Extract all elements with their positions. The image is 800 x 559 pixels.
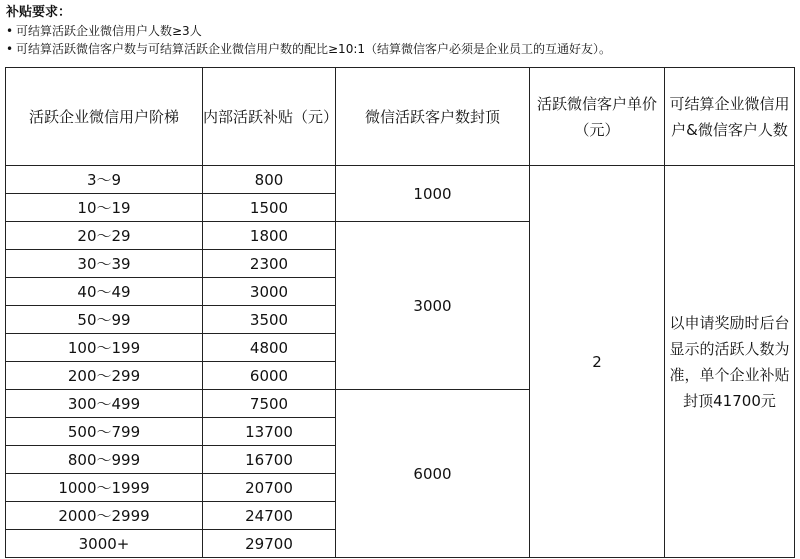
requirement-2-text: 可结算活跃微信客户数与可结算活跃企业微信用户数的配比≥10:1（结算微信客户必须是企业员工的互通好友）。 <box>16 42 612 56</box>
header-subsidy: 内部活跃补贴（元） <box>203 68 336 166</box>
subsidy-cell: 16700 <box>203 446 336 474</box>
tier-cell: 50～99 <box>6 306 203 334</box>
subsidy-cell: 1500 <box>203 194 336 222</box>
bullet-icon: • <box>6 24 14 38</box>
tier-cell: 3～9 <box>6 166 203 194</box>
header-unit-price: 活跃微信客户单价（元） <box>530 68 665 166</box>
tier-cell: 200～299 <box>6 362 203 390</box>
requirements-header <box>6 4 796 58</box>
requirement-1 <box>6 22 796 40</box>
subsidy-cell: 24700 <box>203 502 336 530</box>
cap-cell: 1000 <box>336 166 530 222</box>
requirement-2 <box>6 40 796 58</box>
unit-price-cell: 2 <box>530 166 665 558</box>
tier-cell: 100～199 <box>6 334 203 362</box>
header-tier: 活跃企业微信用户阶梯 <box>6 68 203 166</box>
requirement-1-text: 可结算活跃企业微信用户人数≥3人 <box>16 24 202 38</box>
subsidy-cell: 3500 <box>203 306 336 334</box>
header-cap: 微信活跃客户数封顶 <box>336 68 530 166</box>
subsidy-cell: 7500 <box>203 390 336 418</box>
tier-cell: 20～29 <box>6 222 203 250</box>
tier-cell: 500～799 <box>6 418 203 446</box>
subsidy-cell: 1800 <box>203 222 336 250</box>
tier-cell: 1000～1999 <box>6 474 203 502</box>
subsidy-cell: 800 <box>203 166 336 194</box>
tier-cell: 2000～2999 <box>6 502 203 530</box>
requirements-title: 补贴要求： <box>6 5 72 20</box>
subsidy-cell: 6000 <box>203 362 336 390</box>
cap-cell: 3000 <box>336 222 530 390</box>
subsidy-cell: 13700 <box>203 418 336 446</box>
billable-note: 以申请奖励时后台显示的活跃人数为准，单个企业补贴封顶41700元 <box>665 166 795 558</box>
tier-cell: 300～499 <box>6 390 203 418</box>
subsidy-cell: 3000 <box>203 278 336 306</box>
tier-cell: 3000+ <box>6 530 203 558</box>
subsidy-cell: 4800 <box>203 334 336 362</box>
subsidy-cell: 29700 <box>203 530 336 558</box>
header-row <box>6 68 795 166</box>
tier-cell: 10～19 <box>6 194 203 222</box>
tier-cell: 30～39 <box>6 250 203 278</box>
bullet-icon: • <box>6 42 14 56</box>
subsidy-table <box>5 67 795 558</box>
table-row <box>6 166 795 194</box>
subsidy-cell: 2300 <box>203 250 336 278</box>
header-billable: 可结算企业微信用户&微信客户人数 <box>665 68 795 166</box>
subsidy-cell: 20700 <box>203 474 336 502</box>
tier-cell: 800～999 <box>6 446 203 474</box>
tier-cell: 40～49 <box>6 278 203 306</box>
cap-cell: 6000 <box>336 390 530 558</box>
